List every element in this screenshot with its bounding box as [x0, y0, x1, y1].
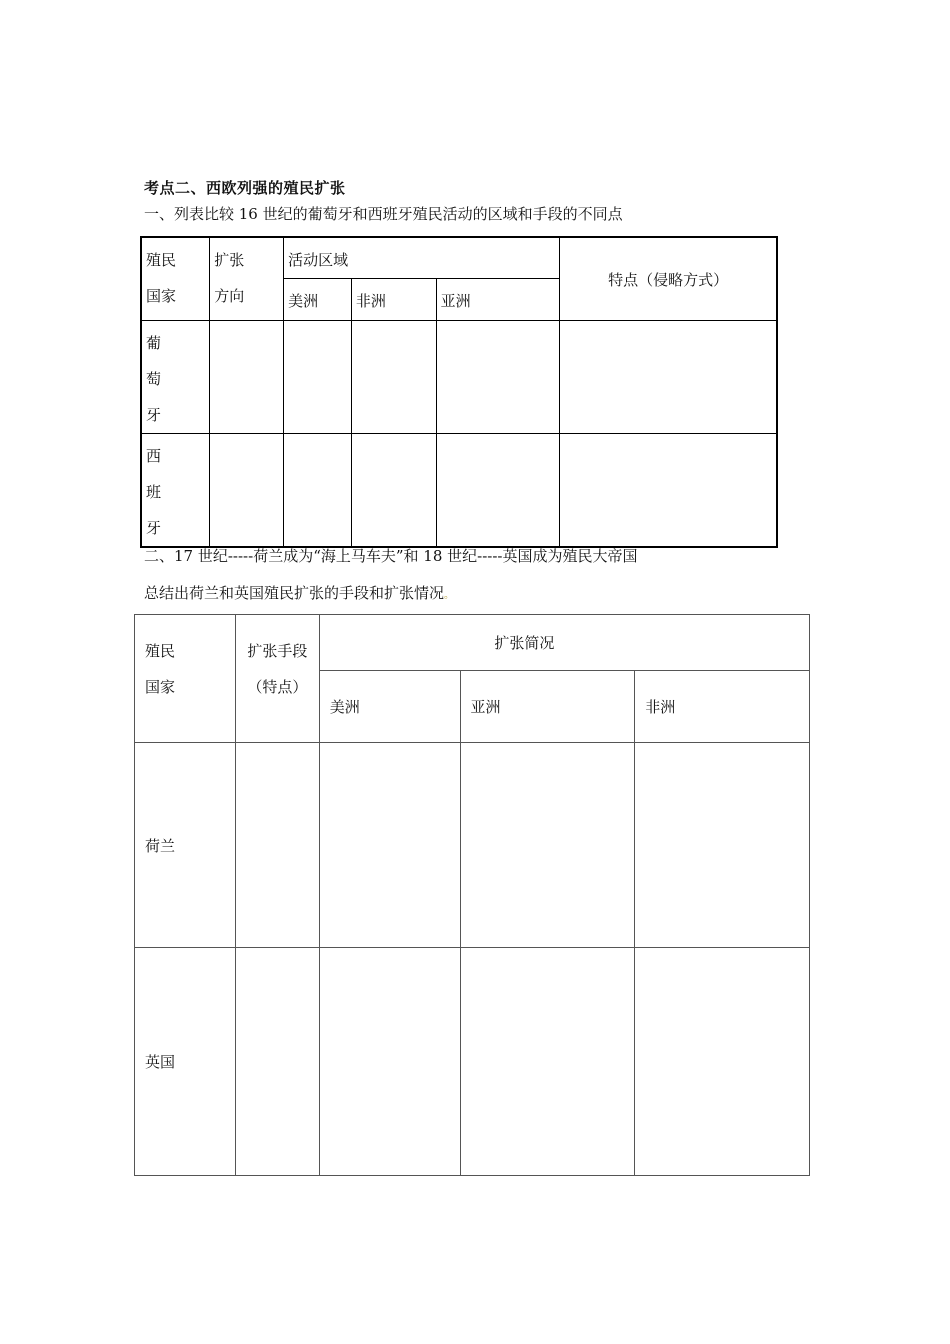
row-label-britain: 英国 — [135, 948, 236, 1176]
header-expansion-means: 扩张手段 （特点） — [235, 615, 319, 743]
comparison-table-portugal-spain — [140, 236, 778, 548]
cell-netherlands-asia[interactable] — [460, 743, 635, 948]
question-one: 一、列表比较 16 世纪的葡萄牙和西班牙殖民活动的区域和手段的不同点 — [144, 205, 623, 223]
cell-netherlands-americas[interactable] — [319, 743, 460, 948]
header-activity-region: 活动区域 — [284, 237, 560, 279]
header-feature: 特点（侵略方式） — [560, 237, 777, 321]
row-label-portugal: 葡 萄 牙 — [141, 321, 210, 434]
header-americas: 美洲 — [284, 279, 352, 321]
cell-netherlands-means[interactable] — [235, 743, 319, 948]
header-africa: 非洲 — [351, 279, 436, 321]
cell-portugal-asia[interactable] — [436, 321, 560, 434]
section-heading: 考点二、西欧列强的殖民扩张 — [144, 179, 346, 197]
period-mark: 。 — [444, 590, 455, 601]
question-two-instruction: 总结出荷兰和英国殖民扩张的手段和扩张情况。 — [144, 584, 455, 602]
question-two: 二、17 世纪-----荷兰成为“海上马车夫”和 18 世纪-----英国成为殖民大帝国 — [144, 547, 638, 565]
header-asia: 亚洲 — [436, 279, 560, 321]
cell-portugal-americas[interactable] — [284, 321, 352, 434]
cell-britain-means[interactable] — [235, 948, 319, 1176]
header-asia: 亚洲 — [460, 671, 635, 743]
cell-spain-africa[interactable] — [351, 434, 436, 548]
cell-portugal-africa[interactable] — [351, 321, 436, 434]
header-colonial-country: 殖民 国家 — [141, 237, 210, 321]
cell-portugal-direction[interactable] — [210, 321, 284, 434]
cell-spain-feature[interactable] — [560, 434, 777, 548]
cell-britain-africa[interactable] — [635, 948, 810, 1176]
header-africa: 非洲 — [635, 671, 810, 743]
header-expansion-summary: 扩张简况 — [319, 615, 809, 671]
header-expansion-direction: 扩张 方向 — [210, 237, 284, 321]
cell-portugal-feature[interactable] — [560, 321, 777, 434]
cell-britain-asia[interactable] — [460, 948, 635, 1176]
cell-spain-asia[interactable] — [436, 434, 560, 548]
header-americas: 美洲 — [319, 671, 460, 743]
header-colonial-country: 殖民 国家 — [135, 615, 236, 743]
cell-spain-direction[interactable] — [210, 434, 284, 548]
cell-britain-americas[interactable] — [319, 948, 460, 1176]
cell-spain-americas[interactable] — [284, 434, 352, 548]
cell-netherlands-africa[interactable] — [635, 743, 810, 948]
row-label-spain: 西 班 牙 — [141, 434, 210, 548]
comparison-table-netherlands-britain — [134, 614, 810, 1176]
row-label-netherlands: 荷兰 — [135, 743, 236, 948]
